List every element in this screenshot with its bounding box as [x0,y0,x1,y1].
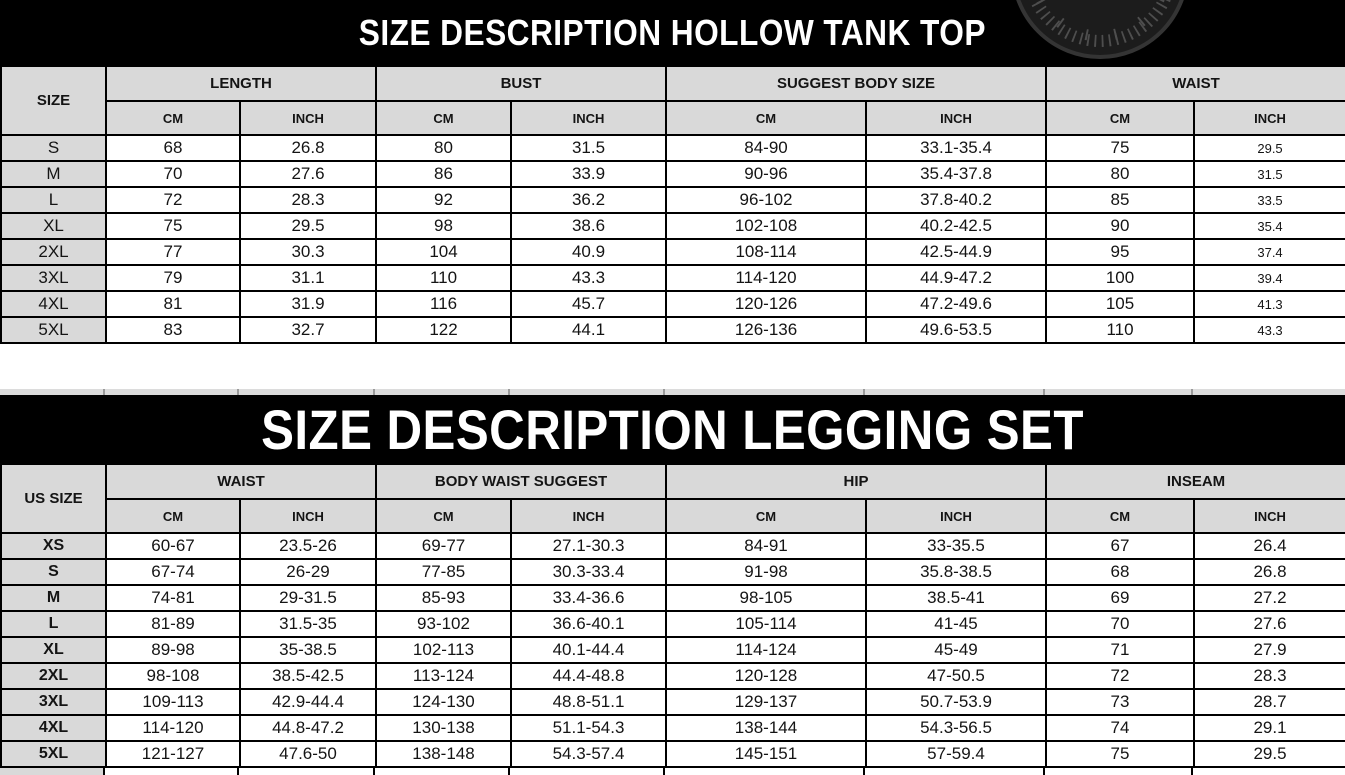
table-body [1,533,1345,767]
unit-header-inch: INCH [511,499,666,533]
value-cell: 31.1 [240,265,376,291]
unit-header-cm: CM [1046,499,1194,533]
value-cell: 43.3 [1194,317,1345,343]
group-header: WAIST [106,464,376,499]
value-cell: 98-105 [666,585,866,611]
size-table-tank-top [0,65,1345,344]
value-cell: 110 [1046,317,1194,343]
banner-tank-top [0,0,1345,65]
group-header: LENGTH [106,66,376,101]
value-cell: 80 [1046,161,1194,187]
size-cell: 5XL [1,317,106,343]
value-cell: 30.3-33.4 [511,559,666,585]
value-cell: 72 [1046,663,1194,689]
value-cell: 33.4-36.6 [511,585,666,611]
value-cell: 77 [106,239,240,265]
value-cell: 138-144 [666,715,866,741]
value-cell: 129-137 [666,689,866,715]
value-cell: 145-151 [666,741,866,767]
size-cell: 2XL [1,663,106,689]
table-row [1,291,1345,317]
value-cell: 54.3-57.4 [511,741,666,767]
value-cell: 120-126 [666,291,866,317]
value-cell: 110 [376,265,511,291]
table-row [1,585,1345,611]
value-cell: 28.3 [1194,663,1345,689]
value-cell: 73 [1046,689,1194,715]
value-cell: 113-124 [376,663,511,689]
size-cell: S [1,559,106,585]
value-cell: 33.9 [511,161,666,187]
table-row [1,559,1345,585]
value-cell: 36.2 [511,187,666,213]
value-cell: 67 [1046,533,1194,559]
table-row [1,637,1345,663]
value-cell: 121-127 [106,741,240,767]
value-cell: 70 [106,161,240,187]
value-cell: 29.5 [240,213,376,239]
value-cell: 27.6 [240,161,376,187]
value-cell: 37.8-40.2 [866,187,1046,213]
table-row [1,689,1345,715]
unit-header-row [1,499,1345,533]
value-cell: 30.3 [240,239,376,265]
value-cell: 91-98 [666,559,866,585]
value-cell: 37.4 [1194,239,1345,265]
value-cell: 48.8-51.1 [511,689,666,715]
value-cell: 33.1-35.4 [866,135,1046,161]
size-cell: 5XL [1,741,106,767]
value-cell: 126-136 [666,317,866,343]
value-cell: 75 [1046,135,1194,161]
value-cell: 51.1-54.3 [511,715,666,741]
value-cell: 43.3 [511,265,666,291]
unit-header-inch: INCH [240,499,376,533]
value-cell: 105 [1046,291,1194,317]
tank-top-title: SIZE DESCRIPTION HOLLOW TANK TOP [358,11,987,53]
value-cell: 96-102 [666,187,866,213]
value-cell: 29.5 [1194,741,1345,767]
value-cell: 85 [1046,187,1194,213]
value-cell: 67-74 [106,559,240,585]
value-cell: 44.9-47.2 [866,265,1046,291]
size-cell: M [1,161,106,187]
value-cell: 26.4 [1194,533,1345,559]
value-cell: 89-98 [106,637,240,663]
group-header: BUST [376,66,666,101]
value-cell: 40.9 [511,239,666,265]
value-cell: 49.6-53.5 [866,317,1046,343]
group-header-row [1,66,1345,101]
unit-header-cm: CM [106,101,240,135]
value-cell: 77-85 [376,559,511,585]
value-cell: 130-138 [376,715,511,741]
value-cell: 35.4-37.8 [866,161,1046,187]
value-cell: 90-96 [666,161,866,187]
value-cell: 33.5 [1194,187,1345,213]
value-cell: 124-130 [376,689,511,715]
value-cell: 40.2-42.5 [866,213,1046,239]
unit-header-cm: CM [106,499,240,533]
value-cell: 31.5-35 [240,611,376,637]
value-cell: 57-59.4 [866,741,1046,767]
value-cell: 27.6 [1194,611,1345,637]
table-row [1,135,1345,161]
unit-header-cm: CM [666,499,866,533]
value-cell: 72 [106,187,240,213]
value-cell: 29-31.5 [240,585,376,611]
value-cell: 84-90 [666,135,866,161]
table-row [1,239,1345,265]
value-cell: 42.9-44.4 [240,689,376,715]
value-cell: 27.2 [1194,585,1345,611]
value-cell: 36.6-40.1 [511,611,666,637]
value-cell: 60-67 [106,533,240,559]
value-cell: 70 [1046,611,1194,637]
table-row [1,161,1345,187]
table-head [1,464,1345,533]
value-cell: 44.4-48.8 [511,663,666,689]
value-cell: 28.3 [240,187,376,213]
table-row [1,317,1345,343]
size-column-header: US SIZE [1,464,106,533]
group-header-row [1,464,1345,499]
value-cell: 114-120 [666,265,866,291]
value-cell: 31.5 [1194,161,1345,187]
value-cell: 32.7 [240,317,376,343]
value-cell: 35.8-38.5 [866,559,1046,585]
table-row [1,663,1345,689]
size-cell: 4XL [1,715,106,741]
value-cell: 31.9 [240,291,376,317]
value-cell: 80 [376,135,511,161]
measuring-dial-icon [990,0,1210,64]
value-cell: 138-148 [376,741,511,767]
value-cell: 75 [1046,741,1194,767]
value-cell: 26-29 [240,559,376,585]
size-cell: XS [1,533,106,559]
value-cell: 40.1-44.4 [511,637,666,663]
size-cell: 3XL [1,265,106,291]
value-cell: 116 [376,291,511,317]
value-cell: 47.6-50 [240,741,376,767]
value-cell: 105-114 [666,611,866,637]
size-cell: L [1,187,106,213]
value-cell: 45.7 [511,291,666,317]
table-row [1,187,1345,213]
value-cell: 79 [106,265,240,291]
value-cell: 28.7 [1194,689,1345,715]
size-cell: S [1,135,106,161]
value-cell: 41.3 [1194,291,1345,317]
table-row [1,533,1345,559]
value-cell: 120-128 [666,663,866,689]
value-cell: 33-35.5 [866,533,1046,559]
value-cell: 26.8 [1194,559,1345,585]
value-cell: 29.5 [1194,135,1345,161]
value-cell: 54.3-56.5 [866,715,1046,741]
value-cell: 114-120 [106,715,240,741]
value-cell: 84-91 [666,533,866,559]
tables-gap [0,344,1345,389]
value-cell: 90 [1046,213,1194,239]
value-cell: 85-93 [376,585,511,611]
group-header: WAIST [1046,66,1345,101]
value-cell: 68 [1046,559,1194,585]
value-cell: 26.8 [240,135,376,161]
size-cell: 2XL [1,239,106,265]
value-cell: 75 [106,213,240,239]
table-row [1,715,1345,741]
value-cell: 81-89 [106,611,240,637]
value-cell: 38.5-42.5 [240,663,376,689]
value-cell: 93-102 [376,611,511,637]
value-cell: 114-124 [666,637,866,663]
size-column-header: SIZE [1,66,106,135]
unit-header-cm: CM [1046,101,1194,135]
value-cell: 47.2-49.6 [866,291,1046,317]
value-cell: 44.1 [511,317,666,343]
value-cell: 81 [106,291,240,317]
table-body [1,135,1345,343]
group-header: BODY WAIST SUGGEST [376,464,666,499]
size-cell: M [1,585,106,611]
value-cell: 42.5-44.9 [866,239,1046,265]
value-cell: 74 [1046,715,1194,741]
group-header: SUGGEST BODY SIZE [666,66,1046,101]
value-cell: 74-81 [106,585,240,611]
unit-header-inch: INCH [1194,499,1345,533]
value-cell: 104 [376,239,511,265]
size-cell: 3XL [1,689,106,715]
value-cell: 50.7-53.9 [866,689,1046,715]
unit-header-inch: INCH [866,101,1046,135]
value-cell: 102-108 [666,213,866,239]
value-cell: 102-113 [376,637,511,663]
unit-header-cm: CM [376,499,511,533]
table-row [1,741,1345,767]
unit-header-cm: CM [666,101,866,135]
value-cell: 108-114 [666,239,866,265]
value-cell: 92 [376,187,511,213]
value-cell: 35.4 [1194,213,1345,239]
group-header: INSEAM [1046,464,1345,499]
legging-set-title: SIZE DESCRIPTION LEGGING SET [261,397,1084,461]
unit-header-inch: INCH [866,499,1046,533]
value-cell: 45-49 [866,637,1046,663]
value-cell: 83 [106,317,240,343]
value-cell: 38.6 [511,213,666,239]
value-cell: 41-45 [866,611,1046,637]
value-cell: 69 [1046,585,1194,611]
size-cell: XL [1,213,106,239]
value-cell: 98 [376,213,511,239]
table-row [1,611,1345,637]
value-cell: 47-50.5 [866,663,1046,689]
gridline-sliver-bottom [0,768,1345,775]
value-cell: 98-108 [106,663,240,689]
value-cell: 39.4 [1194,265,1345,291]
value-cell: 23.5-26 [240,533,376,559]
banner-legging-set [0,395,1345,463]
size-table-legging-set [0,463,1345,768]
value-cell: 109-113 [106,689,240,715]
value-cell: 35-38.5 [240,637,376,663]
value-cell: 95 [1046,239,1194,265]
unit-header-inch: INCH [240,101,376,135]
size-cell: L [1,611,106,637]
unit-header-inch: INCH [511,101,666,135]
value-cell: 86 [376,161,511,187]
unit-header-cm: CM [376,101,511,135]
value-cell: 122 [376,317,511,343]
table-row [1,213,1345,239]
size-cell: XL [1,637,106,663]
table-head [1,66,1345,135]
value-cell: 100 [1046,265,1194,291]
table-row [1,265,1345,291]
value-cell: 44.8-47.2 [240,715,376,741]
value-cell: 27.9 [1194,637,1345,663]
unit-header-inch: INCH [1194,101,1345,135]
value-cell: 31.5 [511,135,666,161]
value-cell: 71 [1046,637,1194,663]
value-cell: 27.1-30.3 [511,533,666,559]
size-cell: 4XL [1,291,106,317]
value-cell: 29.1 [1194,715,1345,741]
value-cell: 38.5-41 [866,585,1046,611]
value-cell: 69-77 [376,533,511,559]
unit-header-row [1,101,1345,135]
value-cell: 68 [106,135,240,161]
group-header: HIP [666,464,1046,499]
